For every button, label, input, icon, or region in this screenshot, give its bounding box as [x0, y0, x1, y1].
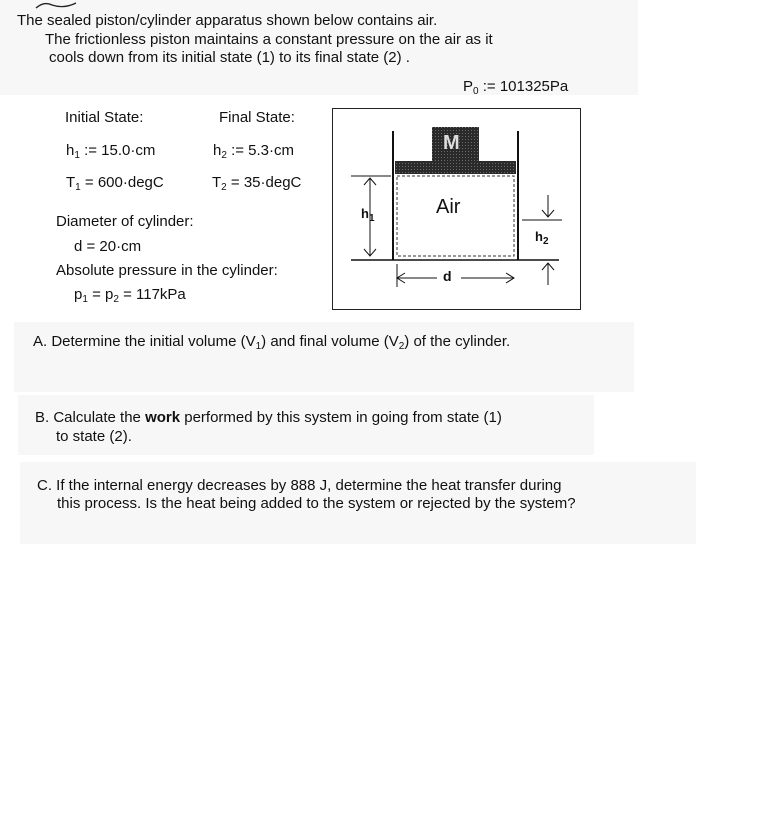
mass-label: M — [443, 132, 460, 154]
final-state-label: Final State: — [219, 109, 295, 126]
p2-subscript: 2 — [113, 294, 119, 305]
diameter-value: d = 20·cm — [74, 238, 142, 255]
p1-symbol: p — [74, 286, 83, 303]
pen-mark-icon — [34, 0, 80, 10]
question-b-line-1: B. Calculate the work performed by this system in going from state (1) — [35, 409, 502, 426]
initial-state-label: Initial State: — [65, 109, 144, 126]
t2-subscript: 2 — [221, 182, 227, 193]
pressure-number: = 117kPa — [118, 286, 186, 303]
h1-subscript: 1 — [74, 150, 80, 161]
pressure-value — [74, 286, 186, 303]
p0-definition — [463, 78, 568, 95]
h2-value: := 5.3·cm — [226, 142, 295, 159]
h1-dimension-label: $h_1$ — [361, 206, 375, 224]
intro-line-2: The frictionless piston maintains a constant pressure on the air as it — [45, 31, 493, 48]
h2-subscript: 2 — [221, 150, 227, 161]
p1-subscript: 1 — [82, 294, 88, 305]
intro-line-1: The sealed piston/cylinder apparatus shown below contains air. — [17, 12, 438, 29]
intro-line-3: cools down from its initial state (1) to its final state (2) . — [49, 49, 410, 66]
p0-subscript: 0 — [473, 86, 479, 97]
t1-subscript: 1 — [75, 182, 81, 193]
h1-symbol: h — [66, 142, 75, 159]
pressure-label: Absolute pressure in the cylinder: — [56, 262, 278, 279]
h2-definition — [213, 142, 294, 159]
t2-definition — [212, 174, 301, 191]
h2-symbol: h — [213, 142, 222, 159]
piston-plate — [395, 161, 516, 174]
p0-symbol: P — [463, 78, 474, 95]
p0-value: := 101325Pa — [478, 78, 569, 95]
h1-definition — [66, 142, 155, 159]
h2-dimension-label: $h_2$ — [535, 229, 549, 247]
d-dimension-label: d — [443, 268, 452, 284]
p2-symbol: = p — [87, 286, 114, 303]
question-c-line-1: C. If the internal energy decreases by 888 J, determine the heat transfer during — [37, 477, 562, 494]
question-b-line-2: to state (2). — [56, 428, 132, 445]
t2-value: = 35·degC — [226, 174, 302, 191]
question-a: A. Determine the initial volume $(V_1)$ and final volume $(V_2)$ of the cylinder. — [33, 333, 511, 352]
t1-symbol: T — [66, 174, 76, 191]
diameter-label: Diameter of cylinder: — [56, 213, 194, 230]
piston-cylinder-diagram — [332, 108, 581, 310]
t1-value: = 600·degC — [80, 174, 164, 191]
t1-definition — [66, 174, 164, 191]
question-c-line-2: this process. Is the heat being added to the system or rejected by the system? — [57, 495, 576, 512]
question-b-bold-work: work — [145, 409, 181, 426]
h1-value: := 15.0·cm — [79, 142, 156, 159]
air-label: Air — [436, 196, 461, 218]
t2-symbol: T — [212, 174, 222, 191]
